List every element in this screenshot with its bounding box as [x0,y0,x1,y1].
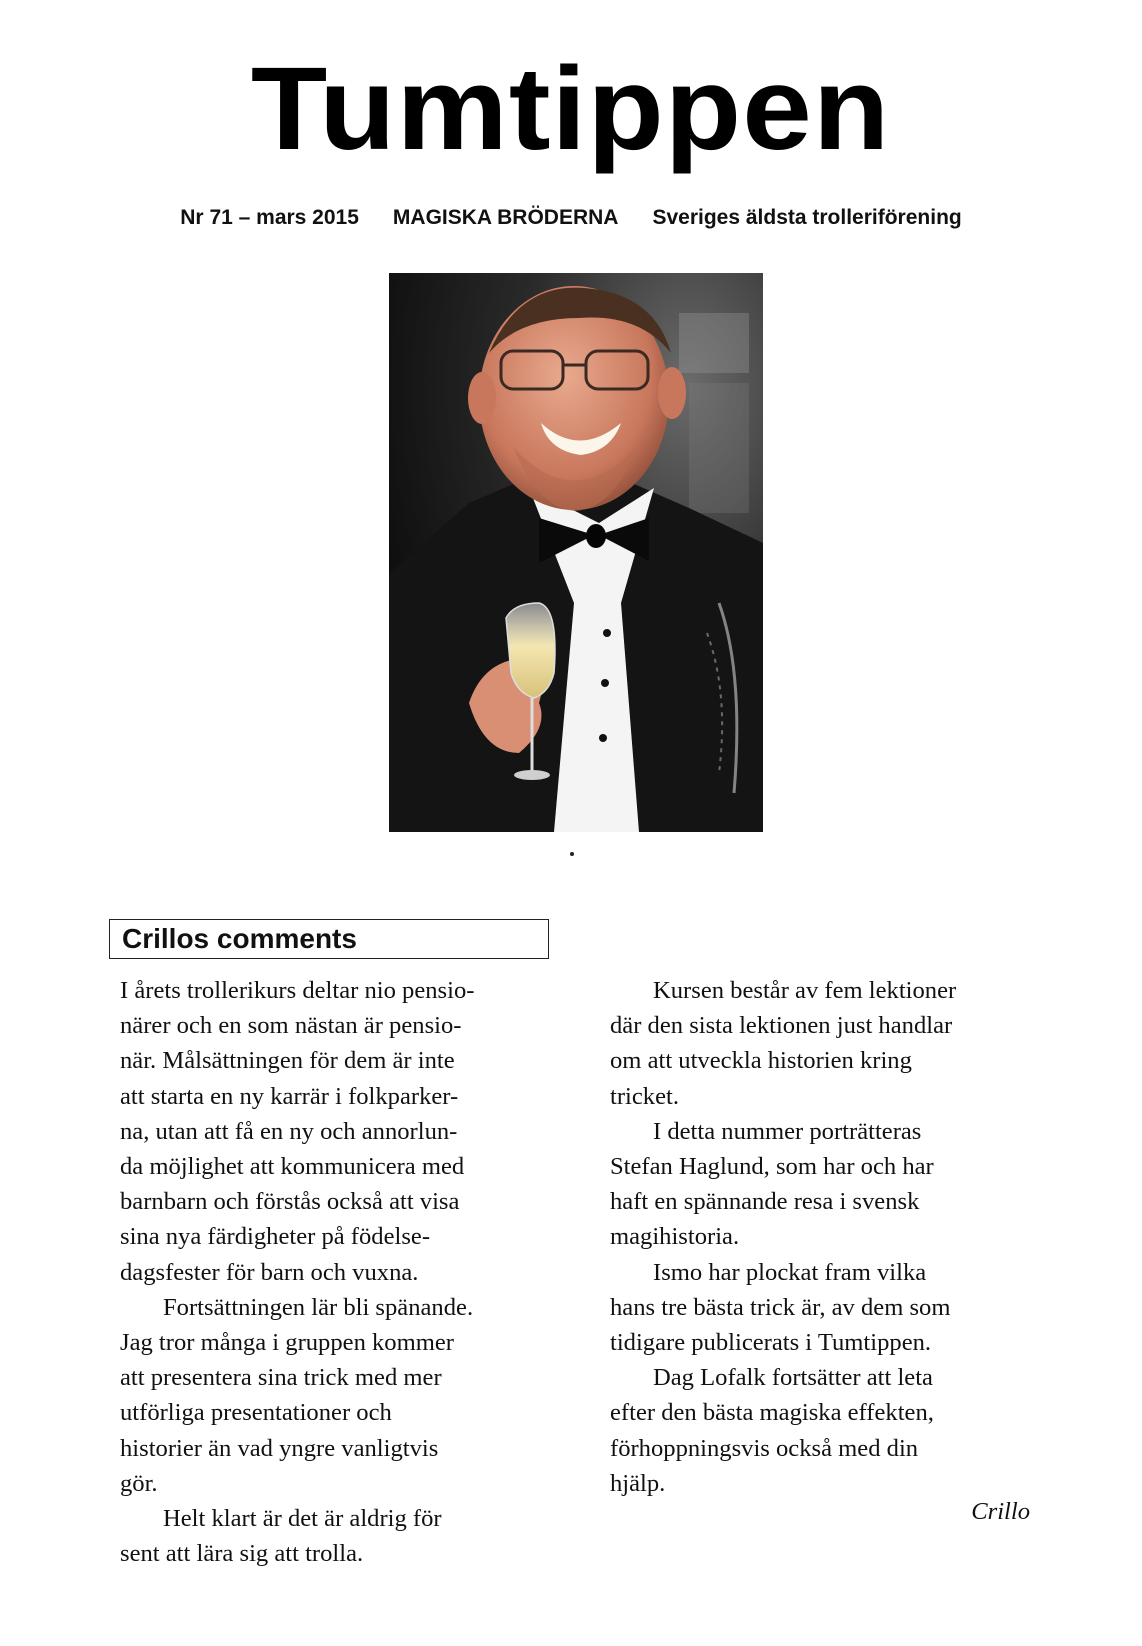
paragraph: I årets trollerikurs deltar nio pensio- närer och en som nästan är pensio- när. Målsättningen för dem är inte att starta en ny karrär i folkparker- na, utan att få en ny och annorlun- da möjlighet att kommunicera med barnbarn och förstås också att visa sina nya färdigheter på födelse- dagsfester för barn och vuxna. [120,977,475,1286]
author-signature: Crillo [971,1498,1030,1525]
paragraph: Fortsättningen lär bli spänande. Jag tror många i gruppen kommer att presentera sina trick med mer utförliga presentationer och historier än vad yngre vanligtvis gör. [120,1293,474,1497]
separator-dot [570,852,574,856]
article-heading: Crillos comments [109,919,549,959]
paragraph: I detta nummer porträtteras Stefan Haglund, som har och har haft en spännande resa i svensk magihistoria. [610,1117,934,1251]
article-right-column [610,973,1040,1501]
paragraph: Ismo har plockat fram vilka hans tre bästa trick är, av dem som tidigare publicerats i Tumtippen. [610,1258,951,1357]
paragraph: Helt klart är det är aldrig för sent att lära sig att trolla. [120,1505,442,1568]
masthead-title [0,43,1142,175]
organization-tagline: Sveriges äldsta trolleriförening [652,206,962,229]
portrait-illustration [389,273,763,832]
issue-line [0,206,1142,230]
paragraph: Kursen består av fem lektioner där den sista lektionen just handlar om att utveckla historien kring tricket. [610,977,957,1110]
issue-number: Nr 71 – mars 2015 [180,206,359,229]
portrait-photo [389,273,763,832]
organization-name: MAGISKA BRÖDERNA [392,206,619,229]
paragraph: Dag Lofalk fortsätter att leta efter den bästa magiska effekten, förhoppningsvis också med din hjälp. [610,1364,934,1497]
masthead-title-text: Tumtippen [251,43,891,175]
article-left-column [120,973,560,1571]
